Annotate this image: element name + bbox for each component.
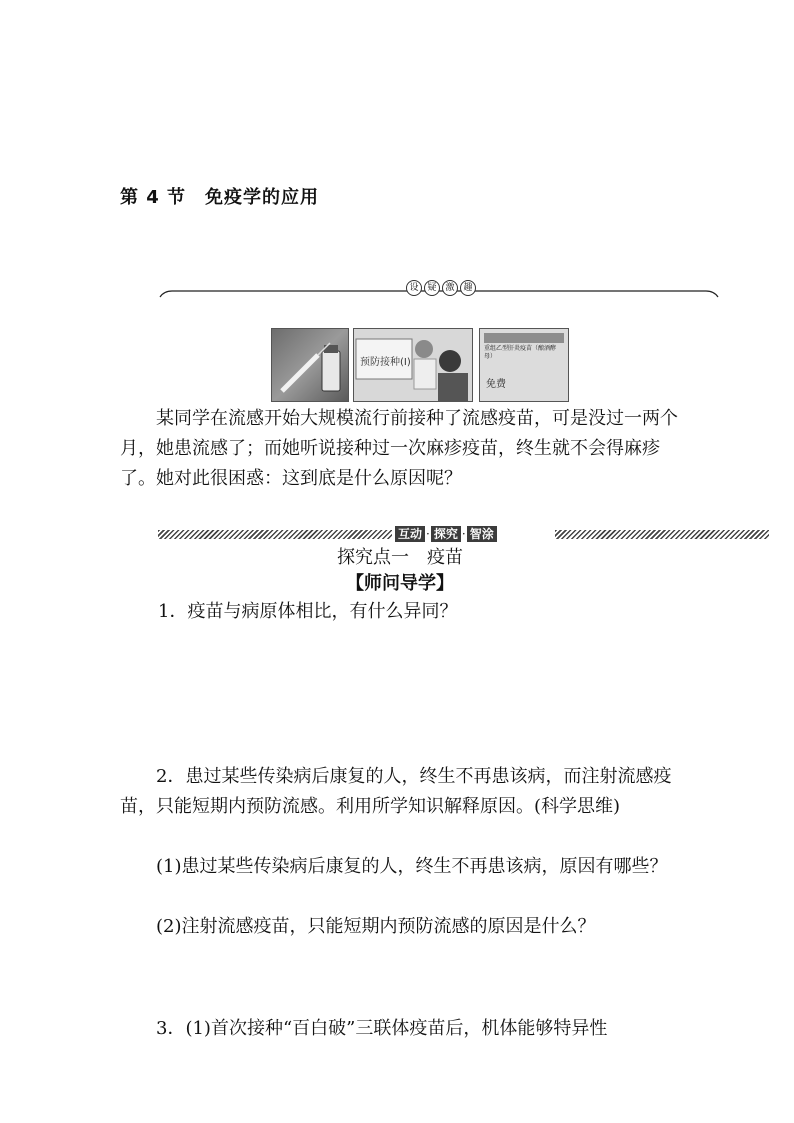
question-3: 3．(1)首次接种“百白破”三联体疫苗后，机体能够特异性 [156,1018,608,1039]
question-2-2: (2)注射流感疫苗，只能短期内预防流感的原因是什么？ [156,916,596,937]
tag-label: 智涂 [467,526,497,542]
syringe-icon [272,329,348,401]
tag-label: 互动 [395,526,425,542]
question-2-1: (1)患过某些传染病后康复的人，终生不再患该病，原因有哪些？ [156,856,668,877]
banner-tags: 互动 · 探究 · 智涂 [395,526,497,542]
inquiry-point-title: 探究点一 疫苗 [337,547,463,568]
photo-sign-text: 预防接种(I) [360,357,411,368]
badge-char: 设 [406,280,422,296]
intro-paragraph: 某同学在流感开始大规模流行前接种了流感疫苗，可是没过一两个月，她患流感了；而她听说接种过一次麻疹疫苗，终生就不会得麻疹了。她对此很困惑：这到底是什么原因呢？ [120,408,678,489]
badge-char: 趣 [460,280,476,296]
box-title: 重组乙型肝炎疫苗（酿酒酵母） [484,345,557,360]
guide-title: 【师问导学】 [346,573,454,594]
banner-badge [406,280,476,296]
photo-vaccination [353,328,473,402]
photo-vaccine-box [479,328,569,402]
question-2: 2．患过某些传染病后康复的人，终生不再患该病，而注射流感疫苗，只能短期内预防流感。利用所学知识解释原因。(科学思维) [120,766,672,817]
box-free-label: 免费 [486,379,506,390]
question-1: 1．疫苗与病原体相比，有什么异同？ [158,601,458,622]
banner-interactive [158,526,770,544]
hatch-left [158,530,392,539]
hatch-right [555,530,769,539]
tag-label: 探究 [431,526,461,542]
section-title: 第 4 节 免疫学的应用 [120,187,320,208]
photo-syringe [271,328,349,402]
badge-char: 激 [442,280,458,296]
badge-char: 疑 [424,280,440,296]
